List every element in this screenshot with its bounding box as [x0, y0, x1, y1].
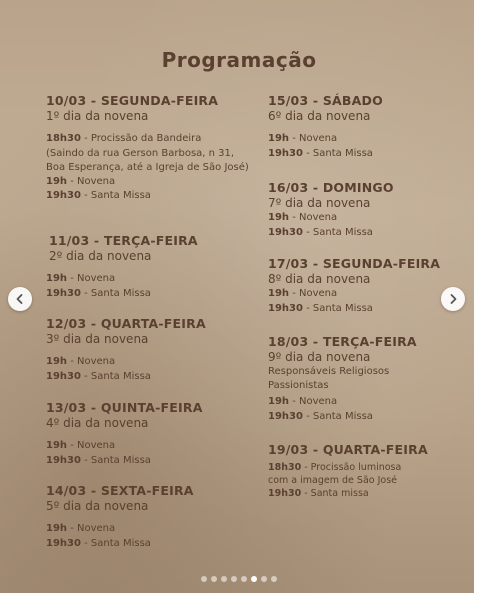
day-heading: 17/03 - SEGUNDA-FEIRA	[268, 256, 441, 271]
carousel-dot[interactable]	[221, 576, 227, 582]
event-time: 19h	[268, 133, 290, 144]
event-time: 19h	[46, 356, 68, 367]
day-subtitle: 9º dia da novena	[268, 350, 371, 364]
event-line	[268, 410, 473, 425]
event-time: 19h	[46, 175, 68, 187]
schedule-day	[46, 316, 251, 400]
schedule-day	[268, 334, 473, 442]
event-text: - Santa Missa	[302, 226, 373, 238]
schedule-day	[268, 442, 473, 501]
day-heading: 15/03 - SÁBADO	[268, 93, 383, 108]
schedule-day	[46, 233, 251, 316]
event-text: - Novena	[289, 212, 338, 223]
carousel-pagination	[0, 576, 478, 582]
event-time: 19h	[46, 273, 68, 284]
event-text: - Santa Missa	[80, 537, 151, 549]
event-line	[268, 147, 473, 162]
event-text: - Santa missa	[301, 488, 369, 499]
event-time: 19h	[46, 523, 68, 534]
carousel-prev-button[interactable]	[8, 287, 32, 311]
chevron-right-icon	[447, 293, 459, 305]
event-note: (Saindo da rua Gerson Barbosa, n 31, Boa Esperança, até a Igreja de São José)	[46, 147, 249, 173]
event-text: - Novena	[67, 175, 116, 187]
day-heading: 18/03 - TERÇA-FEIRA	[268, 334, 417, 349]
day-heading: 11/03 - TERÇA-FEIRA	[49, 233, 198, 248]
day-heading: 16/03 - DOMINGO	[268, 180, 394, 195]
day-subtitle: 6º dia da novena	[268, 109, 371, 123]
event-text: - Novena	[289, 396, 338, 407]
carousel-dot[interactable]	[271, 576, 277, 582]
day-heading: 14/03 - SEXTA-FEIRA	[46, 483, 194, 498]
event-time: 19h30	[268, 226, 303, 238]
event-text: - Santa Missa	[80, 190, 151, 201]
carousel-dot[interactable]	[241, 576, 247, 582]
event-time: 19h30	[46, 287, 81, 299]
event-time: 19h30	[268, 410, 303, 422]
day-subtitle: 8º dia da novena	[268, 272, 371, 286]
event-text: - Procissão luminosa com a imagem de São José	[268, 462, 402, 486]
event-line	[46, 370, 251, 385]
event-time: 19h30	[268, 302, 303, 314]
event-time: 18h30	[268, 462, 302, 473]
event-line	[46, 439, 251, 454]
event-line	[46, 454, 251, 469]
event-time: 19h	[268, 396, 290, 407]
event-line	[46, 355, 251, 370]
event-time: 19h30	[268, 147, 303, 159]
schedule-day	[268, 93, 473, 180]
event-text: - Santa Missa	[302, 147, 373, 159]
day-subtitle: 3º dia da novena	[46, 332, 149, 346]
event-line	[268, 226, 473, 241]
event-time: 19h30	[46, 370, 81, 382]
event-text: - Santa Missa	[80, 370, 151, 382]
event-line	[268, 132, 473, 147]
event-text: - Procissão da Bandeira	[80, 133, 202, 144]
schedule-day	[46, 93, 251, 233]
event-line	[46, 522, 251, 537]
event-line	[268, 487, 473, 501]
day-subtitle: 2º dia da novena	[49, 249, 152, 263]
event-time: 19h	[268, 212, 290, 223]
day-subtitle: 4º dia da novena	[46, 416, 149, 430]
event-text: - Novena	[67, 273, 116, 284]
frame-edge-bottom	[0, 593, 478, 597]
carousel-dot[interactable]	[231, 576, 237, 582]
event-note: Responsáveis Religiosos Passionistas	[268, 366, 390, 391]
day-subtitle: 5º dia da novena	[46, 499, 149, 513]
day-heading: 19/03 - QUARTA-FEIRA	[268, 442, 428, 457]
event-time: 19h30	[268, 488, 302, 499]
schedule-day	[46, 400, 251, 483]
event-text: - Santa Missa	[302, 410, 373, 422]
frame-edge-right	[474, 0, 478, 597]
event-text: - Novena	[289, 288, 338, 299]
page-title: Programação	[161, 48, 317, 72]
event-line	[268, 211, 473, 226]
carousel-dot[interactable]	[201, 576, 207, 582]
day-heading: 12/03 - QUARTA-FEIRA	[46, 316, 206, 331]
schedule-left-column	[46, 93, 251, 551]
event-line	[268, 395, 473, 410]
event-text: - Santa Missa	[80, 454, 151, 466]
carousel-dot[interactable]	[261, 576, 267, 582]
event-text: - Santa Missa	[80, 287, 151, 299]
day-heading: 10/03 - SEGUNDA-FEIRA	[46, 93, 219, 108]
carousel-next-button[interactable]	[441, 287, 465, 311]
event-time: 19h30	[46, 537, 81, 549]
event-time: 19h	[268, 288, 290, 299]
event-line	[46, 537, 251, 552]
event-time: 19h30	[46, 190, 81, 201]
day-heading: 13/03 - QUINTA-FEIRA	[46, 400, 203, 415]
event-line	[268, 461, 418, 487]
event-line	[46, 287, 251, 302]
event-text: - Novena	[289, 133, 338, 144]
carousel-dot[interactable]	[251, 576, 257, 582]
event-line	[46, 272, 251, 287]
schedule-day	[46, 483, 251, 551]
event-time: 19h30	[46, 454, 81, 466]
day-subtitle: 7º dia da novena	[268, 196, 371, 210]
carousel-dot[interactable]	[211, 576, 217, 582]
event-text: - Santa Missa	[302, 302, 373, 314]
schedule-day	[268, 180, 473, 256]
event-time: 18h30	[46, 133, 81, 144]
event-line	[46, 189, 251, 204]
event-text: - Novena	[67, 523, 116, 534]
chevron-left-icon	[14, 293, 26, 305]
event-text: - Novena	[67, 356, 116, 367]
event-line	[46, 175, 251, 190]
day-subtitle: 1º dia da novena	[46, 109, 149, 123]
event-line	[46, 132, 251, 147]
event-time: 19h	[46, 440, 68, 451]
event-text: - Novena	[67, 440, 116, 451]
